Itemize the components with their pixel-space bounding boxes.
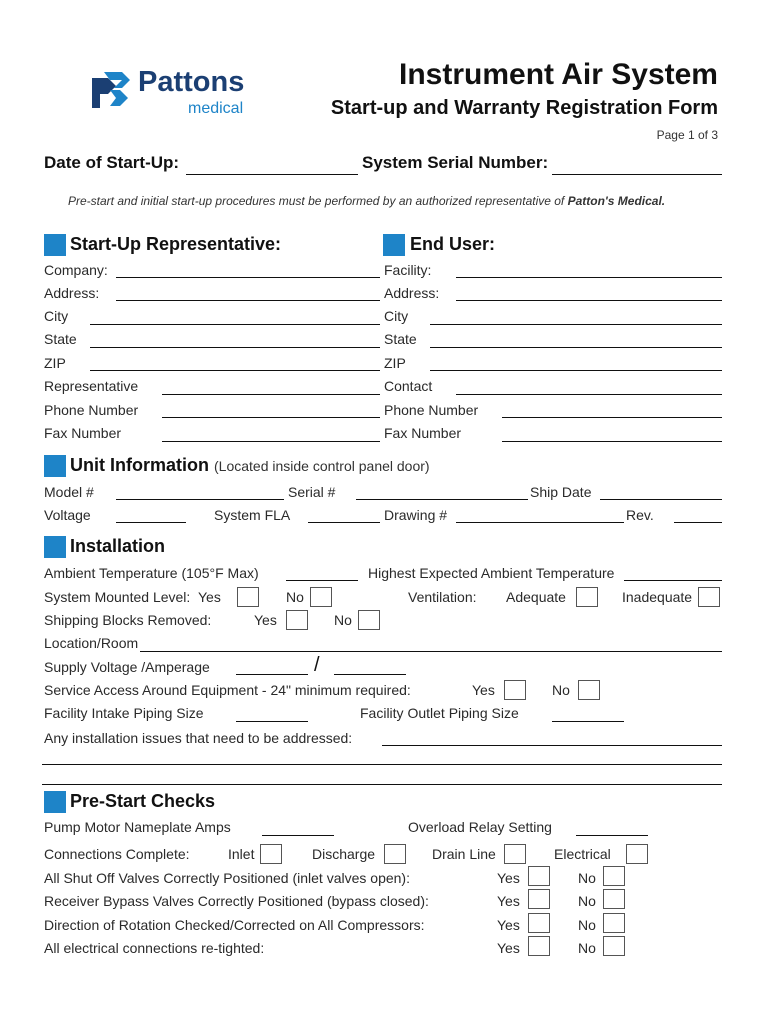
voltage-field[interactable] bbox=[116, 522, 186, 523]
user-zip-label: ZIP bbox=[384, 355, 406, 371]
rep-city-label: City bbox=[44, 308, 69, 324]
ambient-label: Ambient Temperature (105°F Max) bbox=[44, 565, 259, 581]
unit-serial-field[interactable] bbox=[356, 499, 528, 500]
drain-line-label: Drain Line bbox=[432, 846, 496, 862]
drawing-label: Drawing # bbox=[384, 507, 448, 523]
check-electrical-label: All electrical connections re-tighted: bbox=[44, 940, 265, 956]
logo-name: Pattons bbox=[138, 66, 245, 98]
rev-field[interactable] bbox=[674, 522, 722, 523]
user-address-field[interactable] bbox=[456, 300, 722, 301]
issues-field-2[interactable] bbox=[42, 764, 722, 765]
startup-rep-marker bbox=[44, 234, 66, 256]
connections-label: Connections Complete: bbox=[44, 846, 190, 862]
end-user-marker bbox=[383, 234, 405, 256]
unit-title bbox=[70, 455, 430, 476]
rep-address-label: Address: bbox=[44, 285, 100, 301]
logo-sub: medical bbox=[188, 100, 244, 117]
ship-date-field[interactable] bbox=[600, 499, 722, 500]
end-user-title: End User: bbox=[410, 234, 496, 254]
highest-ambient-field[interactable] bbox=[624, 580, 722, 581]
page-title: Instrument Air System bbox=[399, 58, 718, 91]
user-contact-field[interactable] bbox=[456, 394, 722, 395]
check-bypass-no-label: No bbox=[578, 893, 596, 909]
service-access-label: Service Access Around Equipment - 24" minimum required: bbox=[44, 682, 411, 698]
rep-fax-label: Fax Number bbox=[44, 425, 122, 441]
notice-text: Pre-start and initial start-up procedures must be performed by an authorized representative of bbox=[68, 194, 568, 208]
check-shutoff-no-label: No bbox=[578, 870, 596, 886]
rev-label: Rev. bbox=[626, 507, 654, 523]
unit-note: (Located inside control panel door) bbox=[214, 458, 430, 474]
access-no-label: No bbox=[552, 682, 570, 698]
access-yes-label: Yes bbox=[472, 682, 495, 698]
blocks-no-label: No bbox=[334, 612, 352, 628]
startup-rep-title: Start-Up Representative: bbox=[70, 234, 282, 254]
intake-piping-field[interactable] bbox=[236, 721, 308, 722]
pattons-logo-icon bbox=[88, 68, 134, 114]
user-address-label: Address: bbox=[384, 285, 440, 301]
ambient-field[interactable] bbox=[286, 580, 358, 581]
adequate-checkbox[interactable] bbox=[576, 587, 598, 607]
mounted-yes-checkbox[interactable] bbox=[237, 587, 259, 607]
check-shutoff-no-checkbox[interactable] bbox=[603, 866, 625, 886]
pump-amps-field[interactable] bbox=[262, 835, 334, 836]
discharge-checkbox[interactable] bbox=[384, 844, 406, 864]
rep-zip-label: ZIP bbox=[44, 355, 66, 371]
user-phone-field[interactable] bbox=[502, 417, 722, 418]
voltage-label: Voltage bbox=[44, 507, 91, 523]
user-phone-label: Phone Number bbox=[384, 402, 479, 418]
notice bbox=[68, 194, 665, 208]
rep-company-field[interactable] bbox=[116, 277, 380, 278]
installation-title: Installation bbox=[70, 536, 166, 556]
access-yes-checkbox[interactable] bbox=[504, 680, 526, 700]
logo bbox=[88, 66, 258, 122]
rep-representative-label: Representative bbox=[44, 378, 139, 394]
supply-voltage-label: Supply Voltage /Amperage bbox=[44, 659, 210, 675]
user-facility-field[interactable] bbox=[456, 277, 722, 278]
voltage-value-field[interactable] bbox=[236, 674, 308, 675]
system-fla-field[interactable] bbox=[308, 522, 380, 523]
issues-label: Any installation issues that need to be addressed: bbox=[44, 730, 353, 746]
access-no-checkbox[interactable] bbox=[578, 680, 600, 700]
location-field[interactable] bbox=[140, 651, 722, 652]
unit-title-text: Unit Information bbox=[70, 455, 209, 475]
user-city-field[interactable] bbox=[430, 324, 722, 325]
user-contact-label: Contact bbox=[384, 378, 433, 394]
blocks-yes-label: Yes bbox=[254, 612, 277, 628]
check-rotation-no-label: No bbox=[578, 917, 596, 933]
user-state-field[interactable] bbox=[430, 347, 722, 348]
date-label: Date of Start-Up: bbox=[44, 153, 180, 172]
mounted-level-label: System Mounted Level: bbox=[44, 589, 191, 605]
user-fax-label: Fax Number bbox=[384, 425, 462, 441]
rep-phone-label: Phone Number bbox=[44, 402, 139, 418]
prestart-title: Pre-Start Checks bbox=[70, 791, 216, 811]
check-rotation-yes-checkbox[interactable] bbox=[528, 913, 550, 933]
serial-label: System Serial Number: bbox=[362, 153, 549, 172]
page-number: Page 1 of 3 bbox=[656, 128, 718, 142]
electrical-checkbox[interactable] bbox=[626, 844, 648, 864]
mounted-yes-label: Yes bbox=[198, 589, 221, 605]
check-bypass-label: Receiver Bypass Valves Correctly Positioned (bypass closed): bbox=[44, 893, 429, 909]
date-field[interactable] bbox=[186, 174, 358, 175]
drain-line-checkbox[interactable] bbox=[504, 844, 526, 864]
model-label: Model # bbox=[44, 484, 94, 500]
check-electrical-no-label: No bbox=[578, 940, 596, 956]
rep-phone-field[interactable] bbox=[162, 417, 380, 418]
system-fla-label: System FLA bbox=[214, 507, 291, 523]
rep-state-label: State bbox=[44, 331, 77, 347]
ship-date-label: Ship Date bbox=[530, 484, 592, 500]
check-rotation-no-checkbox[interactable] bbox=[603, 913, 625, 933]
blocks-no-checkbox[interactable] bbox=[358, 610, 380, 630]
check-bypass-no-checkbox[interactable] bbox=[603, 889, 625, 909]
overload-label: Overload Relay Setting bbox=[408, 819, 552, 835]
blocks-yes-checkbox[interactable] bbox=[286, 610, 308, 630]
prestart-marker bbox=[44, 791, 66, 813]
rep-city-field[interactable] bbox=[90, 324, 380, 325]
serial-field[interactable] bbox=[552, 174, 722, 175]
check-rotation-label: Direction of Rotation Checked/Corrected on All Compressors: bbox=[44, 917, 425, 933]
check-rotation-yes-label: Yes bbox=[497, 917, 520, 933]
mounted-no-label: No bbox=[286, 589, 304, 605]
intake-piping-label: Facility Intake Piping Size bbox=[44, 705, 204, 721]
inadequate-label: Inadequate bbox=[622, 589, 693, 605]
adequate-label: Adequate bbox=[506, 589, 566, 605]
rep-company-label: Company: bbox=[44, 262, 108, 278]
installation-marker bbox=[44, 536, 66, 558]
check-electrical-no-checkbox[interactable] bbox=[603, 936, 625, 956]
drawing-field[interactable] bbox=[456, 522, 624, 523]
model-field[interactable] bbox=[116, 499, 284, 500]
rep-state-field[interactable] bbox=[90, 347, 380, 348]
inadequate-checkbox[interactable] bbox=[698, 587, 720, 607]
rep-representative-field[interactable] bbox=[162, 394, 380, 395]
overload-field[interactable] bbox=[576, 835, 648, 836]
check-shutoff-label: All Shut Off Valves Correctly Positioned (inlet valves open): bbox=[44, 870, 410, 886]
mounted-no-checkbox[interactable] bbox=[310, 587, 332, 607]
check-shutoff-yes-checkbox[interactable] bbox=[528, 866, 550, 886]
page-subtitle: Start-up and Warranty Registration Form bbox=[330, 97, 718, 119]
discharge-label: Discharge bbox=[312, 846, 376, 862]
shipping-blocks-label: Shipping Blocks Removed: bbox=[44, 612, 212, 628]
highest-ambient-label: Highest Expected Ambient Temperature bbox=[368, 565, 615, 581]
notice-company: Patton's Medical. bbox=[567, 194, 666, 208]
inlet-checkbox[interactable] bbox=[260, 844, 282, 864]
rep-address-field[interactable] bbox=[116, 300, 380, 301]
voltage-slash: / bbox=[314, 654, 320, 676]
rep-zip-field[interactable] bbox=[90, 370, 380, 371]
user-city-label: City bbox=[384, 308, 409, 324]
issues-field-1[interactable] bbox=[382, 745, 722, 746]
user-state-label: State bbox=[384, 331, 417, 347]
inlet-label: Inlet bbox=[228, 846, 255, 862]
check-bypass-yes-label: Yes bbox=[497, 893, 520, 909]
check-electrical-yes-checkbox[interactable] bbox=[528, 936, 550, 956]
ventilation-label: Ventilation: bbox=[408, 589, 477, 605]
check-shutoff-yes-label: Yes bbox=[497, 870, 520, 886]
check-bypass-yes-checkbox[interactable] bbox=[528, 889, 550, 909]
electrical-label: Electrical bbox=[554, 846, 611, 862]
location-label: Location/Room bbox=[44, 635, 139, 651]
outlet-piping-field[interactable] bbox=[552, 721, 624, 722]
issues-field-3[interactable] bbox=[42, 784, 722, 785]
rep-fax-field[interactable] bbox=[162, 441, 380, 442]
pump-amps-label: Pump Motor Nameplate Amps bbox=[44, 819, 231, 835]
user-zip-field[interactable] bbox=[430, 370, 722, 371]
amperage-value-field[interactable] bbox=[334, 674, 406, 675]
user-facility-label: Facility: bbox=[384, 262, 432, 278]
check-electrical-yes-label: Yes bbox=[497, 940, 520, 956]
outlet-piping-label: Facility Outlet Piping Size bbox=[360, 705, 519, 721]
unit-serial-label: Serial # bbox=[288, 484, 336, 500]
unit-marker bbox=[44, 455, 66, 477]
user-fax-field[interactable] bbox=[502, 441, 722, 442]
